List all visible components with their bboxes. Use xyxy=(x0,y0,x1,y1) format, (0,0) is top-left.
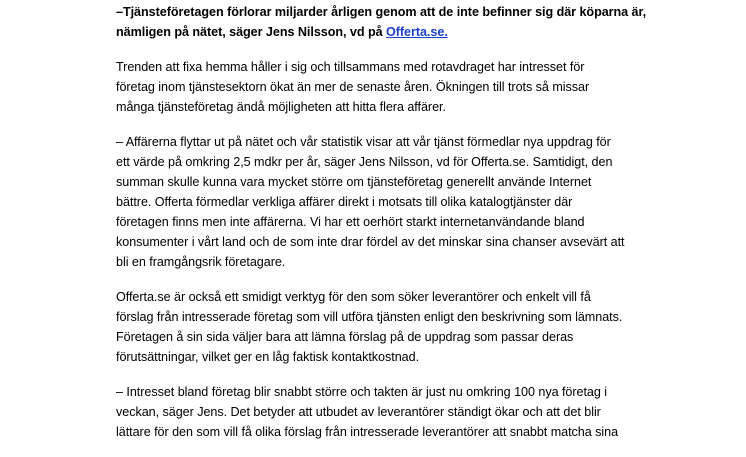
paragraph-line: många tjänsteföretag ändå möjligheten att hitta flera affärer. xyxy=(116,100,446,114)
paragraph-line: förslag från intresserade företag som vill utföra tjänsten enligt den beskrivning som lämnats. xyxy=(116,310,623,324)
paragraph-line: ett värde på omkring 2,5 mdkr per år, säger Jens Nilsson, vd för Offerta.se. Samtidigt, den xyxy=(116,155,613,169)
paragraph-line: konsumenter i vårt land och de som inte drar fördel av det minskar sina chanser avsevärt att xyxy=(116,235,625,249)
offerta-link[interactable]: Offerta.se. xyxy=(386,25,448,39)
paragraph-line: Företagen å sin sida väljer bara att lämna förslag på de uppdrag som passar deras xyxy=(116,330,574,344)
paragraph-line: veckan, säger Jens. Det betyder att utbudet av leverantörer ständigt ökar och att det blir xyxy=(116,405,601,419)
body-paragraph-offerta-tool xyxy=(116,287,636,367)
body-paragraph-quote-affarer xyxy=(116,132,636,272)
paragraph-line: företag inom tjänstesektorn ökat än mer de senaste åren. Ökningen till trots så missar xyxy=(116,80,590,94)
body-paragraph-trend xyxy=(116,57,636,117)
body-paragraph-quote-intresset xyxy=(116,382,636,442)
paragraph-line: Offerta.se är också ett smidigt verktyg för den som söker leverantörer och enkelt vill få xyxy=(116,290,591,304)
paragraph-line: bättre. Offerta förmedlar verkliga affärer direkt i motsats till olika katalogtjänster där xyxy=(116,195,573,209)
lead-line-2-text: nämligen på nätet, säger Jens Nilsson, vd på xyxy=(116,25,386,39)
paragraph-line: förutsättningar, vilket ger en låg faktisk kontaktkostnad. xyxy=(116,350,420,364)
paragraph-line: bli en framgångsrik företagare. xyxy=(116,255,286,269)
press-release-body xyxy=(116,2,647,457)
lead-line-1: –Tjänsteföretagen förlorar miljarder årligen genom att de inte befinner sig där köparna är, xyxy=(116,5,647,19)
paragraph-line: Trenden att fixa hemma håller i sig och tillsammans med rotavdraget har intresset för xyxy=(116,60,585,74)
paragraph-line: – Intresset bland företag blir snabbt större och takten är just nu omkring 100 nya företag i xyxy=(116,385,608,399)
lead-paragraph xyxy=(116,2,647,42)
paragraph-line: lättare för den som vill få olika förslag från intresserade leverantörer att snabbt matcha sina xyxy=(116,425,619,439)
paragraph-line: företagen finns men inte affärerna. Vi har ett oerhört starkt internetanvändande bland xyxy=(116,215,585,229)
paragraph-line: summan skulle kunna vara mycket större om tjänsteföretag generellt använde Internet xyxy=(116,175,592,189)
paragraph-line: – Affärerna flyttar ut på nätet och vår statistik visar att vår tjänst förmedlar nya uppdrag för xyxy=(116,135,611,149)
lead-line-2 xyxy=(116,22,636,42)
